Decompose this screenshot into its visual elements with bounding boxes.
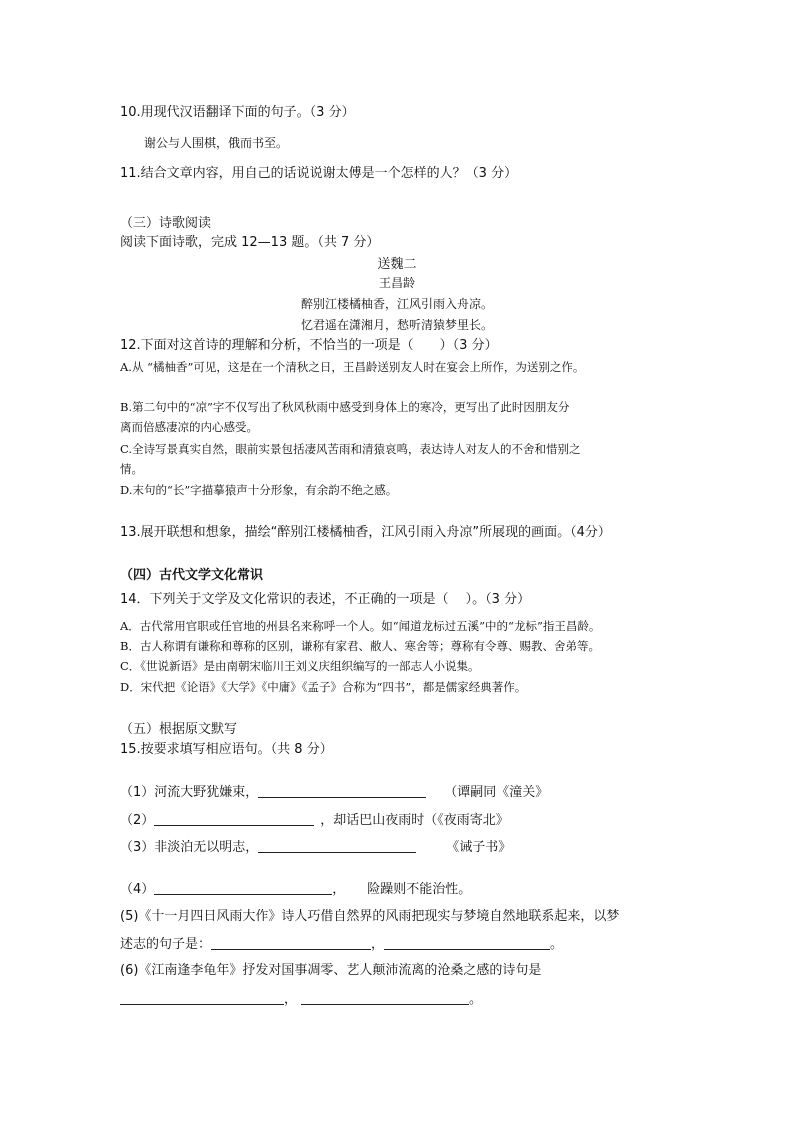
q14-option-a: A．古代常用官职或任官地的州县名来称呼一个人。如“闻道龙标过五溪”中的“龙标”指王昌龄。 xyxy=(120,619,601,633)
q15-item-6-line-1: (6)《江南逢李龟年》抒发对国事凋零、艺人颠沛流离的沧桑之感的诗句是 xyxy=(120,963,542,978)
q12-option-b-line-1: B.第二句中的“凉”字不仅写出了秋风秋雨中感受到身体上的寒冷，更写出了此时因朋友分 xyxy=(120,400,570,414)
q15-item-6-answer-blank-2[interactable] xyxy=(301,992,469,1005)
q12-stem: 12.下面对这首诗的理解和分析，不恰当的一项是（ ）（3 分） xyxy=(120,338,498,353)
section-3-heading: （三）诗歌阅读 xyxy=(120,216,212,231)
q15-item-5-line-1: (5)《十一月四日风雨大作》诗人巧借自然界的风雨把现实与梦境自然地联系起来，以梦 xyxy=(120,909,620,924)
q15-item-3 xyxy=(120,840,511,854)
q15-item-6-line-2 xyxy=(120,992,482,1006)
q15-item-5-period: 。 xyxy=(550,937,564,952)
q15-item-5-line-2 xyxy=(120,937,563,951)
q15-item-5-comma: ， xyxy=(371,937,385,952)
section-5-heading: （五）根据原文默写 xyxy=(120,722,238,737)
q15-item-1 xyxy=(120,785,548,799)
q10-sentence: 谢公与人围棋，俄而书至。 xyxy=(144,136,289,150)
q14-stem: 14．下列关于文学及文化常识的表述，不正确的一项是（ ）。（3 分） xyxy=(120,592,531,607)
poem-author: 王昌龄 xyxy=(378,276,415,290)
poem-line-1: 醉别江楼橘柚香，江风引雨入舟凉。 xyxy=(300,297,493,311)
q12-option-b-line-2: 离而倍感凄凉的内心感受。 xyxy=(120,420,258,434)
q15-item-1-prefix: （1）河流大野犹嫌束， xyxy=(120,785,259,800)
q15-item-6-answer-blank-1[interactable] xyxy=(120,992,284,1005)
section-4-heading: （四）古代文学文化常识 xyxy=(120,568,264,583)
q15-item-2-suffix: ，却话巴山夜雨时（《夜雨寄北》 xyxy=(320,813,509,828)
q15-item-5-answer-blank-1[interactable] xyxy=(211,937,371,950)
q15-item-2-answer-blank[interactable] xyxy=(154,813,314,826)
q15-item-4-answer-blank[interactable] xyxy=(154,882,332,895)
q15-item-4-prefix: （4） xyxy=(120,882,155,897)
q13-stem: 13.展开联想和想象，描绘“醉别江楼橘柚香，江风引雨入舟凉”所展现的画面。（4分） xyxy=(120,525,611,540)
q15-stem: 15.按要求填写相应语句。（共 8 分） xyxy=(120,742,333,757)
poem-line-2: 忆君遥在潇湘月，愁听清猿梦里长。 xyxy=(300,318,493,332)
q15-item-3-answer-blank[interactable] xyxy=(258,840,416,853)
q12-option-d: D.末句的“长”字描摹猿声十分形象，有余韵不绝之感。 xyxy=(120,483,398,497)
q14-option-d: D．宋代把《论语》《大学》《中庸》《孟子》合称为“四书”，都是儒家经典著作。 xyxy=(120,680,527,694)
q15-item-3-source: 《诫子书》 xyxy=(446,840,512,855)
q15-item-4-suffix: 险躁则不能治性。 xyxy=(367,882,472,897)
q12-option-c-line-2: 情。 xyxy=(120,462,143,476)
q15-item-6-period: 。 xyxy=(469,992,483,1007)
q15-item-5-answer-blank-2[interactable] xyxy=(384,937,550,950)
poem-title: 送魏二 xyxy=(377,257,417,272)
q15-item-4 xyxy=(120,882,471,896)
q15-item-4-comma: ， xyxy=(332,882,346,897)
q15-item-6-comma: ， xyxy=(284,992,298,1007)
q10-stem: 10.用现代汉语翻译下面的句子。（3 分） xyxy=(120,105,355,120)
q12-option-a: A.从 “橘柚香”可见，这是在一个清秋之日，王昌龄送别友人时在宴会上所作，为送别之作。 xyxy=(120,360,585,374)
q15-item-2 xyxy=(120,813,509,827)
section-3-instruction: 阅读下面诗歌，完成 12—13 题。（共 7 分） xyxy=(120,235,380,250)
q12-option-c-line-1: C.全诗写景真实自然，眼前实景包括凄风苦雨和清猿哀鸣，表达诗人对友人的不舍和惜别之 xyxy=(120,442,581,456)
q15-item-1-source: （谭嗣同《潼关》 xyxy=(444,785,549,800)
q15-item-3-prefix: （3）非淡泊无以明志， xyxy=(120,840,259,855)
q15-item-1-answer-blank[interactable] xyxy=(258,785,426,798)
q11-stem: 11.结合文章内容，用自己的话说说谢太傅是一个怎样的人？（3 分） xyxy=(120,166,518,181)
q14-option-b: B．古人称谓有谦称和尊称的区别，谦称有家君、敝人、寒舍等；尊称有令尊、赐教、舍弟等。 xyxy=(120,639,600,653)
q14-option-c: C．《世说新语》是由南朝宋临川王刘义庆组织编写的一部志人小说集。 xyxy=(120,659,480,673)
q15-item-2-prefix: （2） xyxy=(120,813,155,828)
q15-item-5-prefix: 述志的句子是： xyxy=(120,937,212,952)
